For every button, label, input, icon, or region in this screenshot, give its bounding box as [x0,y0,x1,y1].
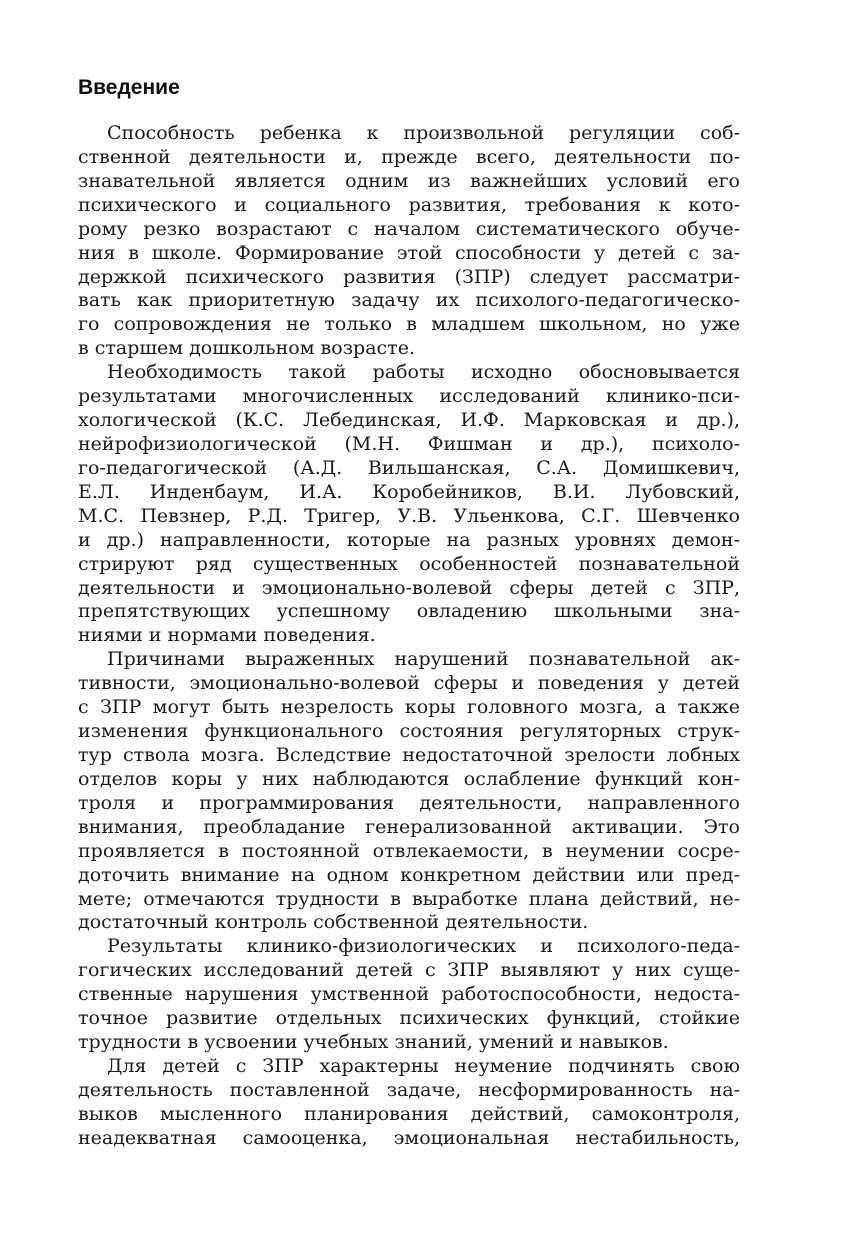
text-line: Результаты клинико-физиологических и психолого-педа- [107,935,740,958]
text-line: изменения функционального состояния регуляторных струк- [78,720,740,743]
text-line: результатами многочисленных исследований клинико-пси- [78,385,740,408]
paragraph [78,935,740,1055]
text-line: ния в школе. Формирование этой способности у детей с за- [78,241,740,264]
text-line: вать как приоритетную задачу их психолого-педагогическо- [78,289,740,312]
text-line: го сопровождения не только в младшем школьном, но уже [78,313,740,336]
text-line: проявляется в постоянной отвлекаемости, в неумении сосре- [78,839,740,862]
text-line: и др.) направленности, которые на разных уровнях демон- [78,528,740,551]
paragraph [78,648,740,935]
text-line: Для детей с ЗПР характерны неумение подчинять свою [107,1054,740,1077]
text-line: гогических исследований детей с ЗПР выявляют у них суще- [78,959,740,982]
text-line: мете; отмечаются трудности в выработке плана действий, не- [78,887,740,910]
text-line: неадекватная самооценка, эмоциональная нестабильность, [78,1126,740,1149]
text-line: деятельность поставленной задаче, несформированность на- [78,1078,740,1101]
text-line: в старшем дошкольном возрасте. [78,337,415,360]
text-line: держкой психического развития (ЗПР) следует рассматри- [78,265,740,288]
text-line: троля и программирования деятельности, направленного [78,791,740,814]
text-line: Необходимость такой работы исходно обосновывается [107,361,740,384]
text-line: М.С. Певзнер, Р.Д. Тригер, У.В. Ульенкова, С.Г. Шевченко [78,504,740,527]
text-line: доточить внимание на одном конкретном действии или пред- [78,863,740,886]
text-line: Способность ребенка к произвольной регуляции соб- [107,122,740,144]
text-line: го-педагогической (А.Д. Вильшанская, С.А. Домишкевич, [78,456,740,479]
text-line: внимания, преобладание генерализованной активации. Это [78,815,740,838]
text-line: тивности, эмоционально-волевой сферы и поведения у детей [78,672,740,695]
section-heading: Введение [78,76,180,99]
text-line: рому резко возрастают с началом систематического обуче- [78,217,740,240]
text-line: ственной деятельности и, прежде всего, деятельности по- [78,145,740,168]
text-line: нейрофизиологической (М.Н. Фишман и др.), психоло- [78,432,740,455]
text-line: трудности в усвоении учебных знаний, умений и навыков. [78,1031,669,1054]
paragraph [78,122,740,361]
text-line: отделов коры у них наблюдаются ослабление функций кон- [78,767,740,790]
text-line: Е.Л. Инденбаум, И.А. Коробейников, В.И. Лубовский, [78,480,740,503]
text-line: ниями и нормами поведения. [78,624,376,647]
paragraph [78,1055,740,1151]
text-line: хологической (К.С. Лебединская, И.Ф. Марковская и др.), [78,409,740,432]
text-line: деятельности и эмоционально-волевой сферы детей с ЗПР, [78,576,740,599]
body-text [78,122,740,1151]
text-line: препятствующих успешному овладению школьными зна- [78,600,740,623]
text-line: психического и социального развития, требования к кото- [78,193,740,216]
text-line: Причинами выраженных нарушений познавательной ак- [107,648,740,671]
text-line: достаточный контроль собственной деятельности. [78,911,589,934]
text-line: тур ствола мозга. Вследствие недостаточной зрелости лобных [78,743,740,766]
text-line: ственные нарушения умственной работоспособности, недоста- [78,983,740,1006]
text-line: стрируют ряд существенных особенностей познавательной [78,552,740,575]
text-line: выков мысленного планирования действий, самоконтроля, [78,1102,740,1125]
text-line: знавательной является одним из важнейших условий его [78,169,740,192]
text-line: точное развитие отдельных психических функций, стойкие [78,1007,740,1030]
text-line: с ЗПР могут быть незрелость коры головного мозга, а также [78,696,740,719]
paragraph [78,361,740,648]
